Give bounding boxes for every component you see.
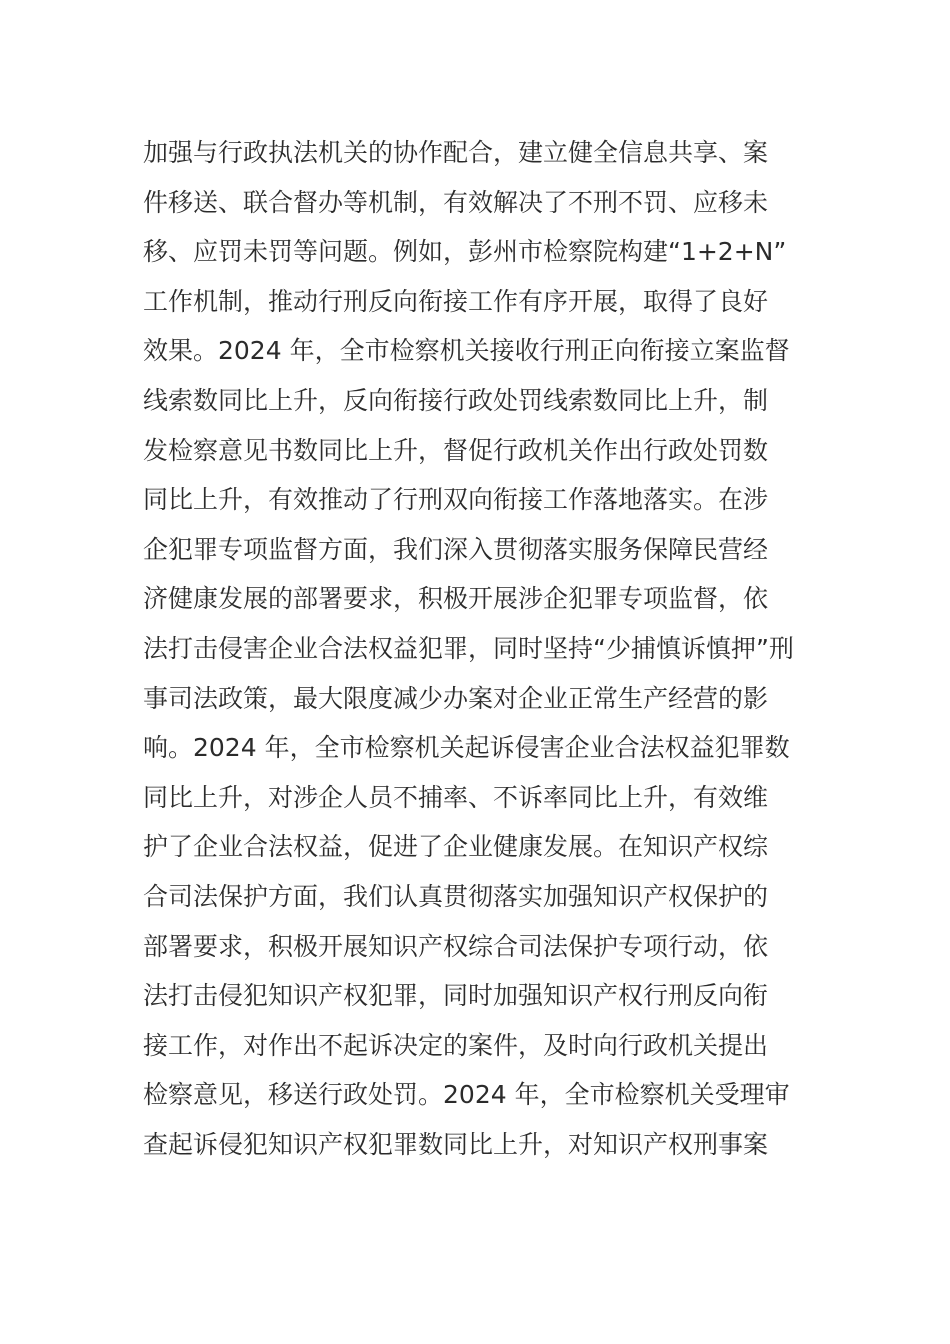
text-line: 合司法保护方面，我们认真贯彻落实加强知识产权保护的 xyxy=(143,881,769,911)
text-line: 效果。2024 年，全市检察机关接收行刑正向衔接立案监督 xyxy=(143,336,790,366)
text-line: 同比上升，对涉企人员不捕率、不诉率同比上升，有效维 xyxy=(143,782,769,812)
text-line: 加强与行政执法机关的协作配合，建立健全信息共享、案 xyxy=(143,138,769,167)
text-line: 同比上升，有效推动了行刑双向衔接工作落地落实。在涉 xyxy=(143,485,769,515)
text-line: 移、应罚未罚等问题。例如，彭州市检察院构建“1+2+N” xyxy=(143,237,787,267)
text-line: 接工作，对作出不起诉决定的案件，及时向行政机关提出 xyxy=(143,1030,769,1060)
text-line: 护了企业合法权益，促进了企业健康发展。在知识产权综 xyxy=(143,832,769,862)
text-line: 济健康发展的部署要求，积极开展涉企犯罪专项监督，依 xyxy=(143,584,769,614)
text-line: 工作机制，推动行刑反向衔接工作有序开展，取得了良好 xyxy=(143,286,769,316)
text-line: 查起诉侵犯知识产权犯罪数同比上升，对知识产权刑事案 xyxy=(143,1129,769,1159)
text-line: 发检察意见书数同比上升，督促行政机关作出行政处罚数 xyxy=(143,435,769,465)
text-line: 检察意见，移送行政处罚。2024 年，全市检察机关受理审 xyxy=(143,1080,790,1110)
text-line: 部署要求，积极开展知识产权综合司法保护专项行动，依 xyxy=(143,931,769,961)
text-line: 事司法政策，最大限度减少办案对企业正常生产经营的影 xyxy=(143,683,769,713)
text-line: 响。2024 年，全市检察机关起诉侵害企业合法权益犯罪数 xyxy=(143,733,790,763)
text-line: 件移送、联合督办等机制，有效解决了不刑不罚、应移未 xyxy=(143,187,769,217)
text-line: 法打击侵害企业合法权益犯罪，同时坚持“少捕慎诉慎押”刑 xyxy=(143,633,794,663)
text-line: 法打击侵犯知识产权犯罪，同时加强知识产权行刑反向衔 xyxy=(143,981,769,1011)
text-line: 企犯罪专项监督方面，我们深入贯彻落实服务保障民营经 xyxy=(143,534,769,564)
text-line: 线索数同比上升，反向衔接行政处罚线索数同比上升，制 xyxy=(143,385,769,415)
body-text xyxy=(143,128,823,1169)
